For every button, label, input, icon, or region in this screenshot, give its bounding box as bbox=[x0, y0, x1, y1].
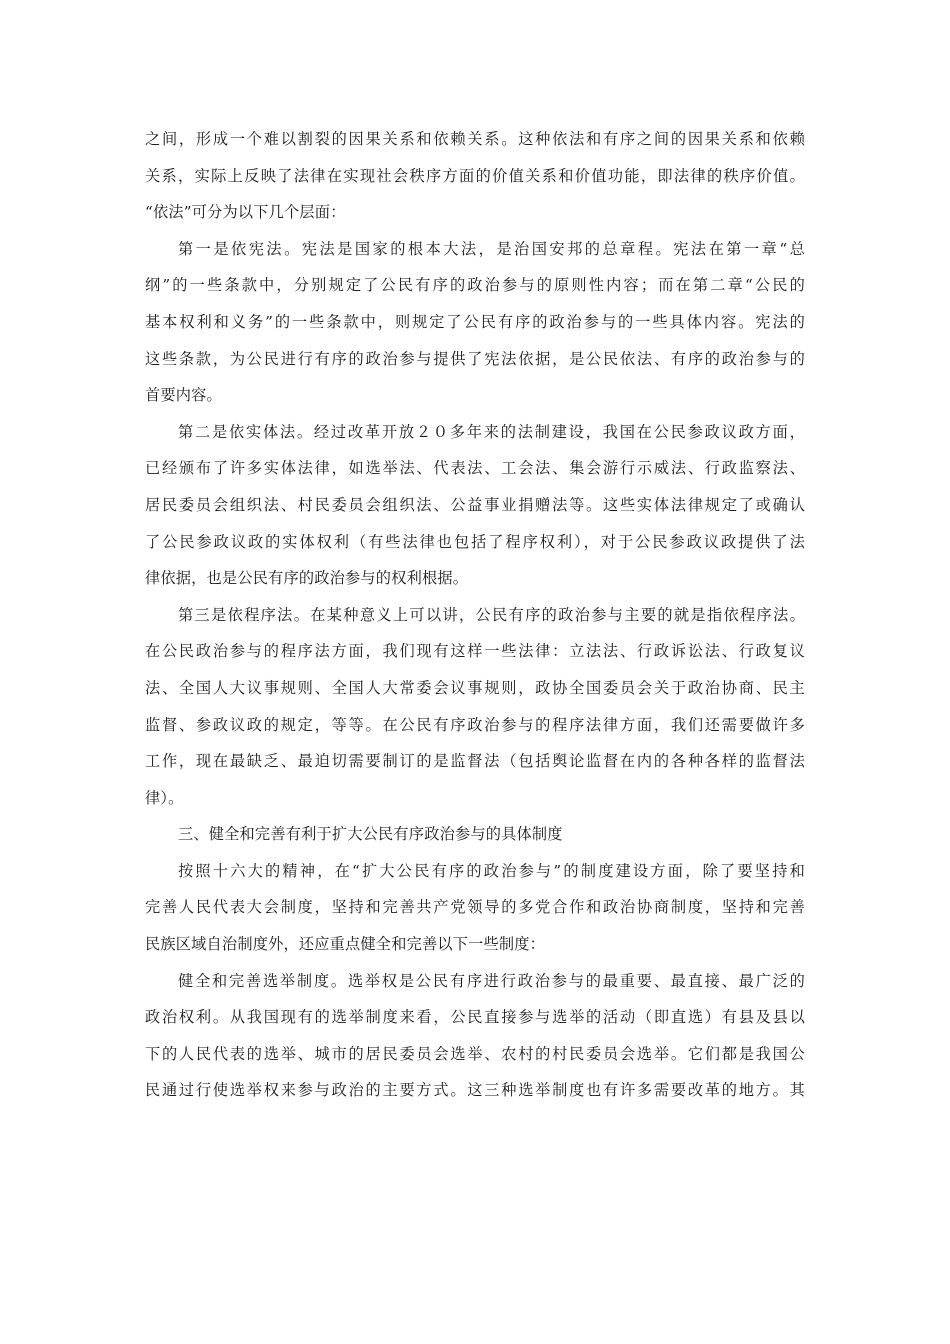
text-line: 法、全国人大议事规则、全国人大常委会议事规则，政协全国委员会关于政治协商、民主 bbox=[145, 678, 805, 697]
text-line: 健全和完善选举制度。选举权是公民有序进行政治参与的最重要、最直接、最广泛的 bbox=[178, 971, 805, 990]
text-line: 律）。 bbox=[145, 788, 184, 807]
text-line: 工作，现在最缺乏、最迫切需要制订的是监督法（包括舆论监督在内的各种各样的监督法 bbox=[145, 752, 805, 771]
text-line: 之间，形成一个难以割裂的因果关系和依赖关系。这种依法和有序之间的因果关系和依赖 bbox=[145, 130, 805, 148]
text-line: 了公民参政议政的实体权利（有些法律也包括了程序权利），对于公民参政议政提供了法 bbox=[145, 532, 805, 551]
text-line: 首要内容。 bbox=[145, 386, 222, 405]
text-line: 在公民政治参与的程序法方面，我们现有这样一些法律：立法法、行政诉讼法、行政复议 bbox=[145, 642, 805, 661]
text-line: 民族区域自治制度外，还应重点健全和完善以下一些制度： bbox=[145, 935, 546, 954]
text-line: 下的人民代表的选举、城市的居民委员会选举、农村的村民委员会选举。它们都是我国公 bbox=[145, 1044, 805, 1063]
text-line: 律依据，也是公民有序的政治参与的权利根据。 bbox=[145, 569, 469, 588]
text-line: 关系，实际上反映了法律在实现社会秩序方面的价值关系和价值功能，即法律的秩序价值。 bbox=[145, 166, 805, 185]
text-line: 民通过行使选举权来参与政治的主要方式。这三种选举制度也有许多需要改革的地方。其 bbox=[145, 1081, 805, 1100]
text-line: 第一是依宪法。宪法是国家的根本大法，是治国安邦的总章程。宪法在第一章“总 bbox=[178, 239, 805, 258]
text-line: 第三是依程序法。在某种意义上可以讲，公民有序的政治参与主要的就是指依程序法。 bbox=[178, 605, 805, 624]
text-line: 基本权利和义务”的一些条款中，则规定了公民有序的政治参与的一些具体内容。宪法的 bbox=[145, 312, 805, 331]
text-line: 第二是依实体法。经过改革开放２０多年来的法制建设，我国在公民参政议政方面， bbox=[178, 422, 805, 441]
text-line: 按照十六大的精神，在“扩大公民有序的政治参与”的制度建设方面，除了要坚持和 bbox=[178, 861, 805, 880]
text-line: 三、健全和完善有利于扩大公民有序政治参与的具体制度 bbox=[178, 825, 563, 844]
text-line: 政治权利。从我国现有的选举制度来看，公民直接参与选举的活动（即直选）有县及县以 bbox=[145, 1008, 805, 1027]
text-line: 纲”的一些条款中，分别规定了公民有序的政治参与的原则性内容；而在第二章“公民的 bbox=[145, 276, 805, 295]
text-line: 这些条款，为公民进行有序的政治参与提供了宪法依据，是公民依法、有序的政治参与的 bbox=[145, 349, 805, 368]
text-line: 已经颁布了许多实体法律，如选举法、代表法、工会法、集会游行示威法、行政监察法、 bbox=[145, 459, 805, 478]
document-body bbox=[145, 121, 805, 1109]
text-line: 完善人民代表大会制度，坚持和完善共产党领导的多党合作和政治协商制度，坚持和完善 bbox=[145, 898, 805, 917]
text-line: 监督、参政议政的规定，等等。在公民有序政治参与的程序法律方面，我们还需要做许多 bbox=[145, 715, 805, 734]
text-line: “依法”可分为以下几个层面： bbox=[145, 203, 346, 222]
text-line: 居民委员会组织法、村民委员会组织法、公益事业捐赠法等。这些实体法律规定了或确认 bbox=[145, 495, 805, 514]
